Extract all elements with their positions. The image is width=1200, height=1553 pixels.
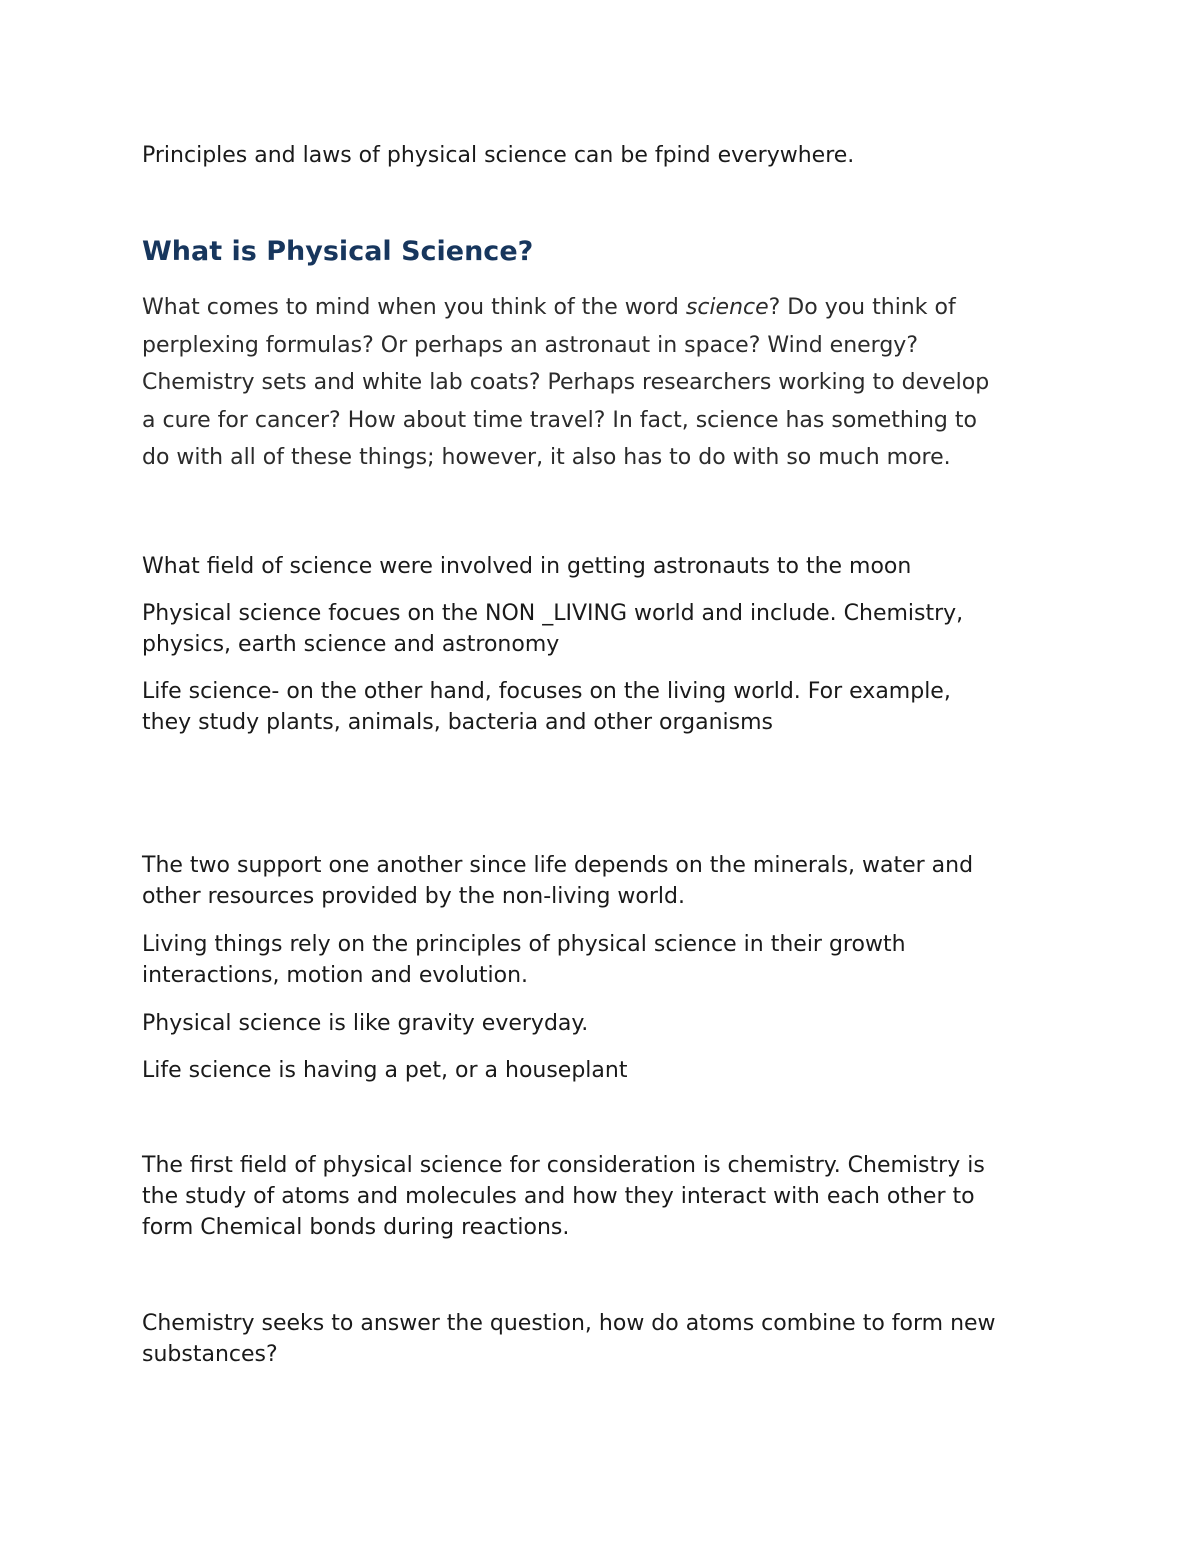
text-line: do with all of these things; however, it also has to do with so much more. xyxy=(142,445,951,470)
text-line: they study plants, animals, bacteria and other organisms xyxy=(142,710,774,735)
text-line xyxy=(142,289,989,327)
text-line: interactions, motion and evolution. xyxy=(142,963,529,988)
living-things-paragraph xyxy=(142,929,906,991)
text-line: other resources provided by the non-living world. xyxy=(142,884,685,909)
text-line: physics, earth science and astronomy xyxy=(142,632,560,657)
chemistry-question-paragraph xyxy=(142,1308,996,1370)
pet-paragraph xyxy=(142,1055,627,1086)
text-line: What field of science were involved in getting astronauts to the moon xyxy=(142,554,912,579)
text-line: Principles and laws of physical science can be fpind everywhere. xyxy=(142,143,855,168)
life-science-paragraph xyxy=(142,676,951,738)
text-line: form Chemical bonds during reactions. xyxy=(142,1215,570,1240)
intro-pre: What comes to mind when you think of the word xyxy=(142,295,686,320)
moon-question-paragraph xyxy=(142,551,911,582)
intro-post: ? Do you think of xyxy=(768,295,956,320)
physical-science-paragraph xyxy=(142,598,963,660)
text-line: Life science is having a pet, or a houseplant xyxy=(142,1058,628,1083)
text-line: a cure for cancer? How about time travel? In fact, science has something to xyxy=(142,407,977,433)
gravity-paragraph xyxy=(142,1008,588,1039)
text-line: perplexing formulas? Or perhaps an astronaut in space? Wind energy? xyxy=(142,332,918,358)
text-line: Physical science is like gravity everyday. xyxy=(142,1011,589,1036)
italic-word: science xyxy=(685,295,769,320)
opening-line xyxy=(142,140,854,171)
text-line: Life science- on the other hand, focuses on the living world. For example, xyxy=(142,679,951,704)
text-line: Chemistry sets and white lab coats? Perhaps researchers working to develop xyxy=(142,370,990,395)
section-heading: What is Physical Science? xyxy=(142,236,534,267)
text-line: The first field of physical science for consideration is chemistry. Chemistry is xyxy=(142,1153,985,1178)
text-line: Chemistry seeks to answer the question, how do atoms combine to form new xyxy=(142,1311,996,1336)
text-line: the study of atoms and molecules and how they interact with each other to xyxy=(142,1184,975,1209)
text-line: Living things rely on the principles of physical science in their growth xyxy=(142,932,906,957)
text-line: The two support one another since life depends on the minerals, water and xyxy=(142,853,974,878)
text-line: Physical science focues on the NON _LIVING world and include. Chemistry, xyxy=(142,601,964,626)
intro-paragraph xyxy=(142,289,989,477)
support-paragraph xyxy=(142,850,973,912)
text-line: substances? xyxy=(142,1342,278,1367)
chemistry-intro-paragraph xyxy=(142,1150,985,1243)
